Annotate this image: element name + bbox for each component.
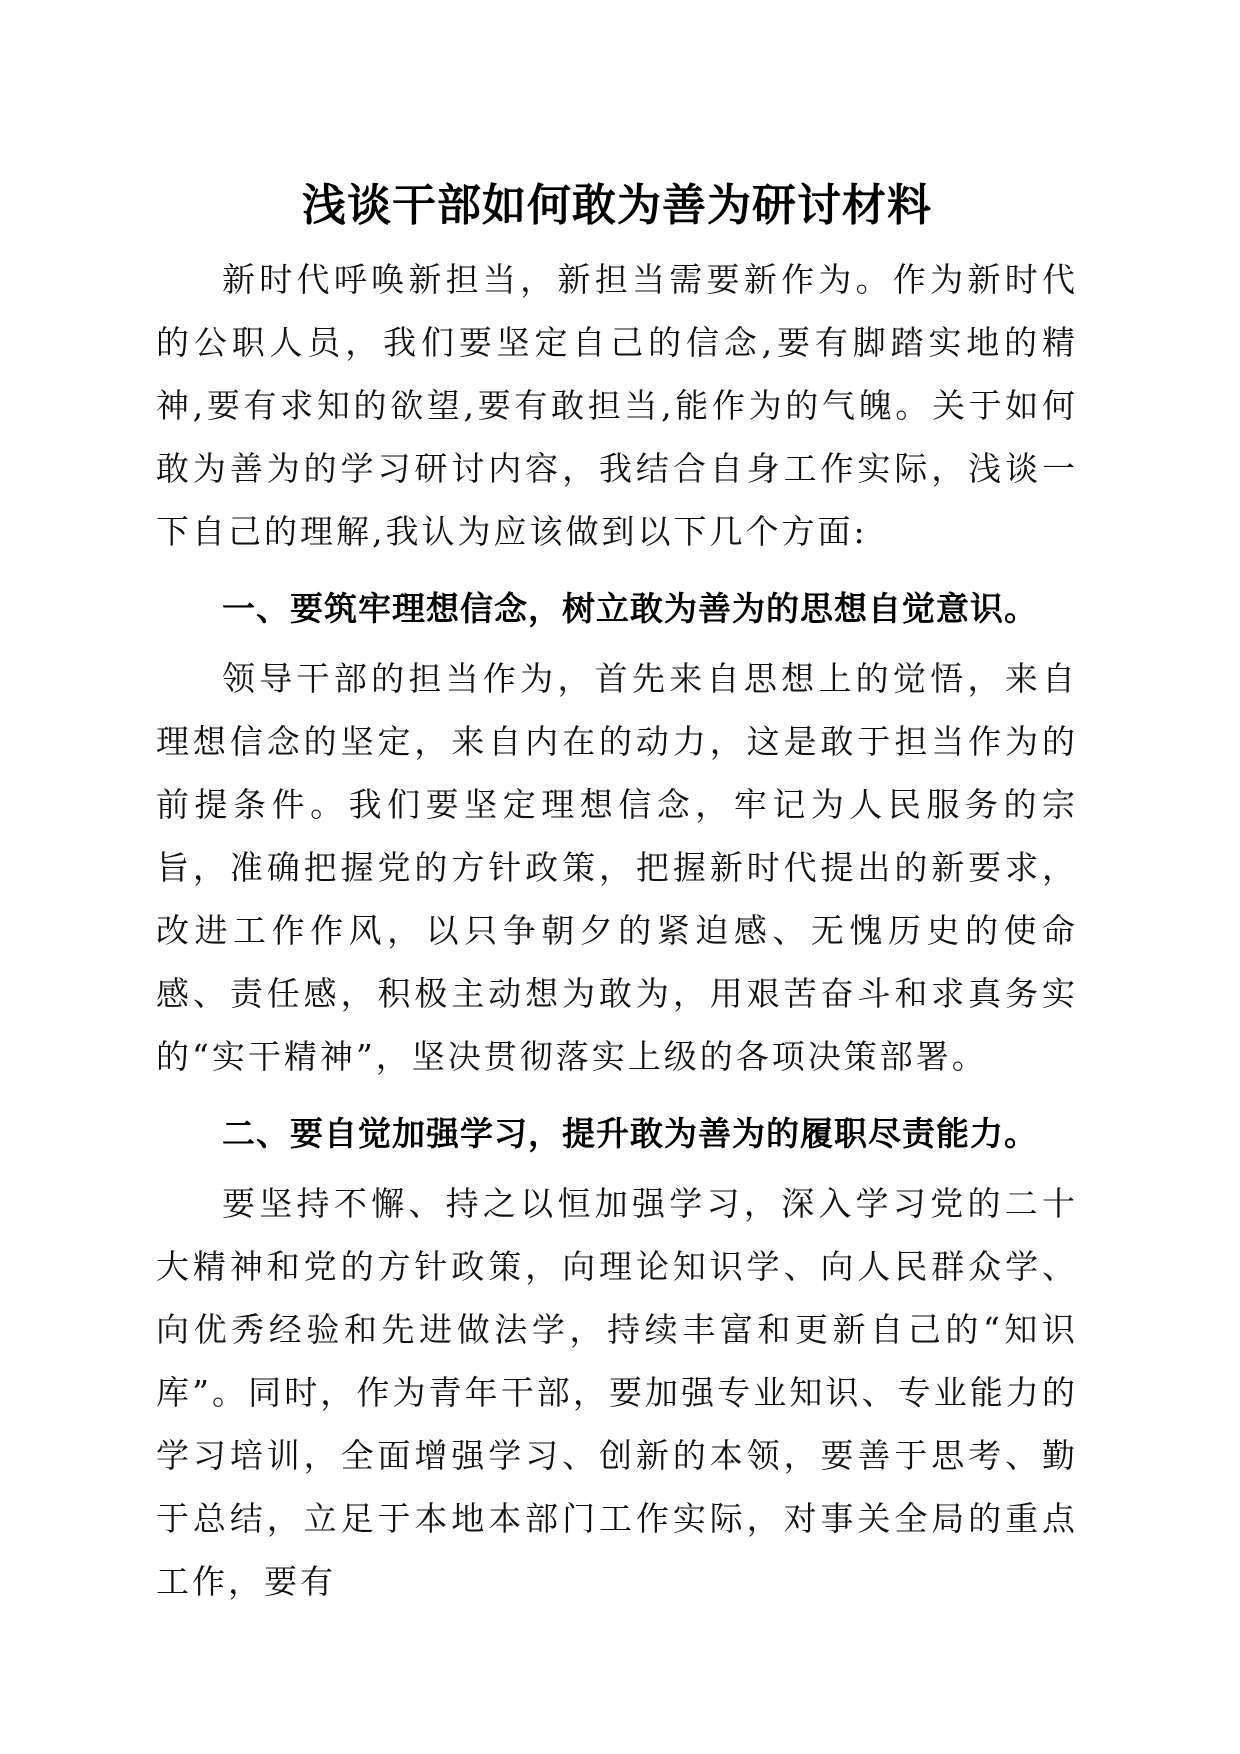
document-title: 浅谈干部如何敢为善为研讨材料 xyxy=(302,180,932,231)
spacer xyxy=(156,563,1078,567)
intro-paragraph: 新时代呼唤新担当，新担当需要新作为。作为新时代的公职人员，我们要坚定自己的信念,要有脚踏实地的精神,要有求知的欲望,要有敢担当,能作为的气魄。关于如何敢为善为的学习研讨内容，我结合自身工作实际，浅谈一下自己的理解,我认为应该做到以下几个方面: xyxy=(156,260,1078,551)
document-body xyxy=(156,176,1078,1613)
section-2-heading: 二、要自觉加强学习，提升敢为善为的履职尽责能力。 xyxy=(222,1114,1038,1153)
section-2-paragraph: 要坚持不懈、持之以恒加强学习，深入学习党的二十大精神和党的方针政策，向理论知识学、向人民群众学、向优秀经验和先进做法学，持续丰富和更新自己的“知识库”。同时，作为青年干部，要加强专业知识、专业能力的学习培训，全面增强学习、创新的本领，要善于思考、勤于总结，立足于本地本部门工作实际，对事关全局的重点工作，要有 xyxy=(156,1184,1078,1601)
spacer xyxy=(156,1088,1078,1092)
section-1-paragraph: 领导干部的担当作为，首先来自思想上的觉悟，来自理想信念的坚定，来自内在的动力，这是敢于担当作为的前提条件。我们要坚定理想信念，牢记为人民服务的宗旨，准确把握党的方针政策，把握新时代提出的新要求，改进工作作风，以只争朝夕的紧迫感、无愧历史的使命感、责任感，积极主动想为敢为，用艰苦奋斗和求真务实的“实干精神”，坚决贯彻落实上级的各项决策部署。 xyxy=(156,659,1078,1076)
section-1-heading: 一、要筑牢理想信念，树立敢为善为的思想自觉意识。 xyxy=(222,589,1038,628)
